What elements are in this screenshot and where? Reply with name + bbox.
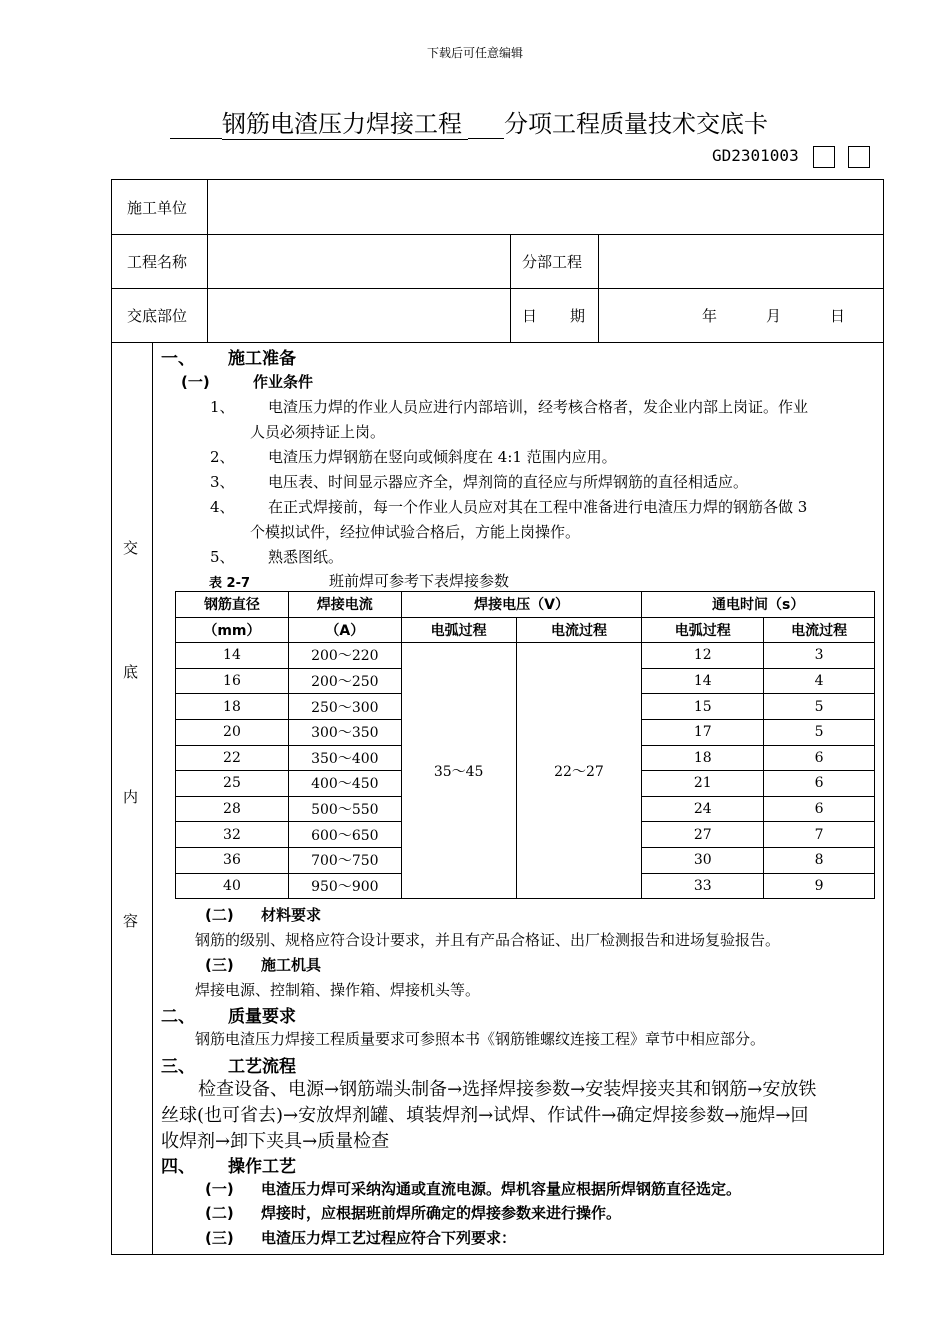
header-voltage-flow: 电流过程 [516, 617, 642, 643]
label-location: 交底部位 [127, 307, 188, 325]
row-divider [112, 234, 883, 235]
label-date-2: 期 [570, 307, 586, 325]
title-blank-left [170, 110, 222, 139]
item-number: 2、 [210, 448, 235, 466]
cell-time-flow: 3 [764, 643, 875, 669]
item-number: 3、 [210, 473, 235, 491]
process-line: 检查设备、电源→钢筋端头制备→选择焊接参数→安装焊接夹其和钢筋→安放铁 [198, 1079, 817, 1100]
cell-diameter: 36 [176, 847, 289, 873]
cell-time-arc: 17 [642, 719, 764, 745]
col-divider [598, 234, 599, 342]
cell-diameter: 22 [176, 745, 289, 771]
table-row [176, 643, 875, 669]
side-label-char: 内 [123, 788, 139, 806]
materials-text: 钢筋的级别、规格应符合设计要求，并且有产品合格证、出厂检测报告和进场复验报告。 [195, 931, 781, 949]
section1-sub2-heading: 材料要求 [261, 906, 322, 924]
operation-item-text: 电渣压力焊工艺过程应符合下列要求： [261, 1229, 517, 1247]
cell-time-arc: 33 [642, 873, 764, 899]
col-divider [152, 342, 153, 1254]
title-project: 钢筋电渣压力焊接工程 [222, 104, 468, 140]
table-caption: 班前焊可参考下表焊接参数 [329, 572, 510, 590]
cell-current: 400～450 [288, 771, 401, 797]
process-line: 收焊剂→卸下夹具→质量检查 [161, 1131, 390, 1152]
cell-time-flow: 6 [764, 771, 875, 797]
cell-time-flow: 6 [764, 745, 875, 771]
cell-voltage-flow: 22～27 [516, 643, 642, 899]
header-voltage-arc: 电弧过程 [401, 617, 516, 643]
title-blank-right [468, 110, 504, 139]
cell-diameter: 20 [176, 719, 289, 745]
check-box-1[interactable] [813, 146, 835, 168]
header-diameter: 钢筋直径 [176, 592, 289, 618]
item-text: 在正式焊接前，每一个作业人员应对其在工程中准备进行电渣压力焊的钢筋各做 3 [268, 498, 808, 516]
label-month: 月 [766, 307, 782, 325]
cell-current: 200～250 [288, 668, 401, 694]
cell-voltage-arc: 35～45 [401, 643, 516, 899]
section4-number: 四、 [161, 1157, 195, 1177]
cell-time-flow: 5 [764, 694, 875, 720]
cell-current: 200～220 [288, 643, 401, 669]
welding-parameter-table [175, 591, 875, 899]
cell-current: 350～400 [288, 745, 401, 771]
operation-item-number: (二) [205, 1204, 234, 1222]
cell-time-flow: 9 [764, 873, 875, 899]
check-box-2[interactable] [848, 146, 870, 168]
label-date-1: 日 [522, 307, 538, 325]
page-title [170, 104, 768, 140]
cell-time-flow: 4 [764, 668, 875, 694]
cell-diameter: 18 [176, 694, 289, 720]
header-diameter-unit: （mm） [176, 617, 289, 643]
quality-text: 钢筋电渣压力焊接工程质量要求可参照本书《钢筋锥螺纹连接工程》章节中相应部分。 [195, 1030, 766, 1048]
section2-number: 二、 [161, 1007, 195, 1027]
label-construction-unit: 施工单位 [127, 199, 188, 217]
cell-diameter: 14 [176, 643, 289, 669]
section1-sub3-number: (三) [205, 956, 234, 974]
side-label-char: 底 [123, 663, 139, 681]
row-divider [112, 342, 883, 343]
section1-sub1-heading: 作业条件 [253, 373, 314, 391]
col-divider [510, 234, 511, 342]
section1-heading: 施工准备 [228, 349, 296, 369]
cell-time-arc: 30 [642, 847, 764, 873]
cell-diameter: 40 [176, 873, 289, 899]
cell-time-flow: 6 [764, 796, 875, 822]
item-number: 4、 [210, 498, 235, 516]
section4-heading: 操作工艺 [228, 1157, 296, 1177]
item-text: 个模拟试件，经拉伸试验合格后，方能上岗操作。 [250, 523, 581, 541]
cell-time-flow: 7 [764, 822, 875, 848]
cell-time-arc: 27 [642, 822, 764, 848]
document-code: GD2301003 [712, 146, 799, 165]
operation-item-number: (三) [205, 1229, 234, 1247]
cell-time-arc: 12 [642, 643, 764, 669]
cell-current: 600～650 [288, 822, 401, 848]
header-note: 下载后可任意编辑 [426, 46, 523, 60]
cell-current: 250～300 [288, 694, 401, 720]
tools-text: 焊接电源、控制箱、操作箱、焊接机头等。 [195, 981, 481, 999]
process-line: 丝球(也可省去)→安放焊剂罐、填装焊剂→试焊、作试件→确定焊接参数→施焊→回 [161, 1105, 809, 1126]
col-divider [207, 180, 208, 342]
operation-item-number: (一) [205, 1180, 234, 1198]
label-project-name: 工程名称 [127, 253, 188, 271]
side-label-char: 容 [123, 912, 139, 930]
cell-current: 300～350 [288, 719, 401, 745]
cell-diameter: 16 [176, 668, 289, 694]
item-number: 1、 [210, 398, 235, 416]
item-number: 5、 [210, 548, 235, 566]
cell-time-arc: 21 [642, 771, 764, 797]
header-time-flow: 电流过程 [764, 617, 875, 643]
item-text: 电渣压力焊的作业人员应进行内部培训，经考核合格者，发企业内部上岗证。作业 [268, 398, 809, 416]
row-divider [112, 288, 883, 289]
cell-time-arc: 15 [642, 694, 764, 720]
section2-heading: 质量要求 [228, 1007, 296, 1027]
section1-sub1-number: (一) [181, 373, 210, 391]
label-sub-project: 分部工程 [522, 253, 583, 271]
cell-current: 500～550 [288, 796, 401, 822]
section1-number: 一、 [161, 349, 195, 369]
item-text: 熟悉图纸。 [268, 548, 344, 566]
cell-current: 700～750 [288, 847, 401, 873]
cell-diameter: 32 [176, 822, 289, 848]
header-current: 焊接电流 [288, 592, 401, 618]
table-caption-number: 表 2-7 [209, 576, 251, 591]
title-suffix: 分项工程质量技术交底卡 [504, 110, 768, 138]
header-current-unit: （A） [288, 617, 401, 643]
label-day: 日 [830, 307, 846, 325]
header-voltage: 焊接电压（V） [401, 592, 642, 618]
operation-item-text: 电渣压力焊可采纳沟通或直流电源。焊机容量应根据所焊钢筋直径选定。 [261, 1180, 742, 1198]
item-text: 电渣压力焊钢筋在竖向或倾斜度在 4:1 范围内应用。 [268, 448, 617, 466]
section3-heading: 工艺流程 [228, 1057, 296, 1077]
cell-diameter: 25 [176, 771, 289, 797]
cell-current: 950～900 [288, 873, 401, 899]
header-time: 通电时间（s） [642, 592, 875, 618]
item-text: 人员必须持证上岗。 [250, 423, 386, 441]
cell-time-flow: 5 [764, 719, 875, 745]
cell-time-flow: 8 [764, 847, 875, 873]
cell-time-arc: 18 [642, 745, 764, 771]
header-time-arc: 电弧过程 [642, 617, 764, 643]
cell-time-arc: 14 [642, 668, 764, 694]
item-text: 电压表、时间显示器应齐全，焊剂筒的直径应与所焊钢筋的直径相适应。 [268, 473, 749, 491]
operation-item-text: 焊接时，应根据班前焊所确定的焊接参数来进行操作。 [261, 1204, 622, 1222]
side-label-char: 交 [123, 539, 139, 557]
section3-number: 三、 [161, 1057, 195, 1077]
section1-sub2-number: (二) [205, 906, 234, 924]
section1-sub3-heading: 施工机具 [261, 956, 322, 974]
cell-time-arc: 24 [642, 796, 764, 822]
cell-diameter: 28 [176, 796, 289, 822]
label-year: 年 [702, 307, 718, 325]
